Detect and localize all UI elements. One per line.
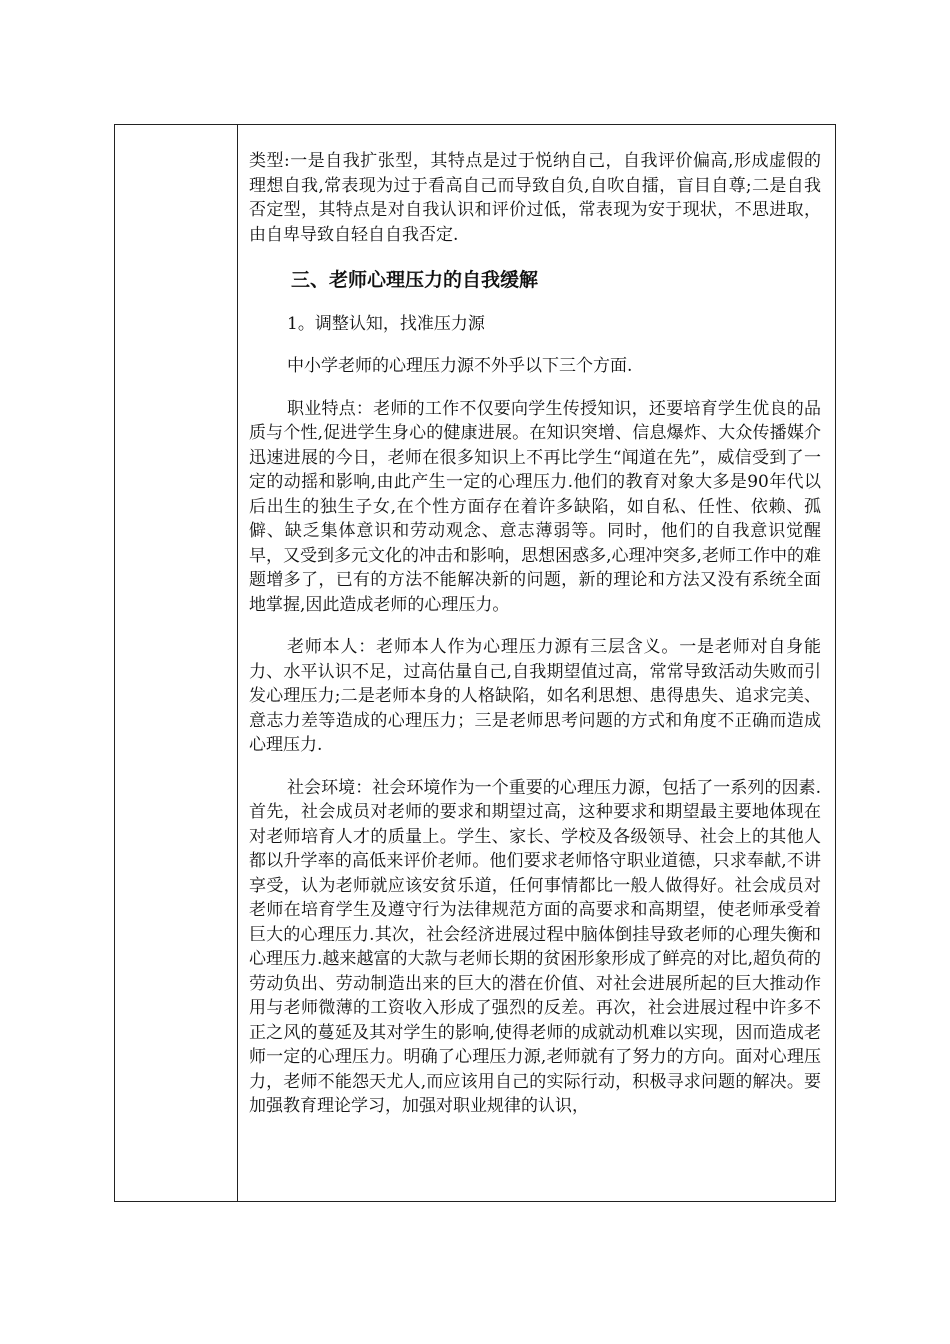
teacher-self-paragraph: 老师本人：老师本人作为心理压力源有三层含义。一是老师对自身能力、水平认识不足，过高估量自己,自我期望值过高，常常导致活动失败而引发心理压力;二是老师本身的人格缺陷，如名利思想、患得患失、追求完美、意志力差等造成的心理压力；三是老师思考问题的方式和角度不正确而造成心理压力. xyxy=(249,637,821,755)
table-content-cell xyxy=(249,125,821,1119)
section-heading: 三、老师心理压力的自我缓解 xyxy=(291,269,539,291)
social-environment-paragraph: 社会环境：社会环境作为一个重要的心理压力源，包括了一系列的因素.首先，社会成员对老师的要求和期望过高，这种要求和期望最主要地体现在对老师培育人才的质量上。学生、家长、学校及各级领导、社会上的其他人都以升学率的高低来评价老师。他们要求老师恪守职业道德，只求奉献,不讲享受，认为老师就应该安贫乐道，任何事情都比一般人做得好。社会成员对老师在培育学生及遵守行为法律规范方面的高要求和高期望，使老师承受着巨大的心理压力.其次，社会经济进展过程中脑体倒挂导致老师的心理失衡和心理压力.越来越富的大款与老师长期的贫困形象形成了鲜亮的对比,超负荷的劳动负出、劳动制造出来的巨大的潜在价值、对社会进展所起的巨大推动作用与老师微薄的工资收入形成了强烈的反差。再次，社会进展过程中许多不正之风的蔓延及其对学生的影响,使得老师的成就动机难以实现，因而造成老师一定的心理压力。明确了心理压力源,老师就有了努力的方向。面对心理压力，老师不能怨天尤人,而应该用自己的实际行动，积极寻求问题的解决。要加强教育理论学习，加强对职业规律的认识， xyxy=(249,777,821,1116)
self-evaluation-types-paragraph: 类型:一是自我扩张型，其特点是过于悦纳自己，自我评价偏高,形成虚假的理想自我,常表现为过于看高自己而导致自负,自吹自擂，盲目自尊;二是自我否定型，其特点是对自我认识和评价过低，常表现为安于现状，不思进取，由自卑导致自轻自自我否定. xyxy=(249,151,821,245)
sub-heading: 1。调整认知，找准压力源 xyxy=(287,313,485,334)
intro-paragraph: 中小学老师的心理压力源不外乎以下三个方面. xyxy=(287,356,633,376)
occupation-paragraph: 职业特点：老师的工作不仅要向学生传授知识，还要培育学生优良的品质与个性,促进学生身心的健康进展。在知识突增、信息爆炸、大众传播媒介迅速进展的今日，老师在很多知识上不再比学生“闻道在先”，威信受到了一定的动摇和影响,由此产生一定的心理压力.他们的教育对象大多是90年代以后出生的独生子女,在个性方面存在着许多缺陷，如自私、任性、依赖、孤僻、缺乏集体意识和劳动观念、意志薄弱等。同时，他们的自我意识觉醒早，又受到多元文化的冲击和影响，思想困惑多,心理冲突多,老师工作中的难题增多了，已有的方法不能解决新的问题，新的理论和方法又没有系统全面地掌握,因此造成老师的心理压力。 xyxy=(249,398,821,615)
document-table xyxy=(114,124,836,1202)
column-divider xyxy=(237,125,238,1201)
